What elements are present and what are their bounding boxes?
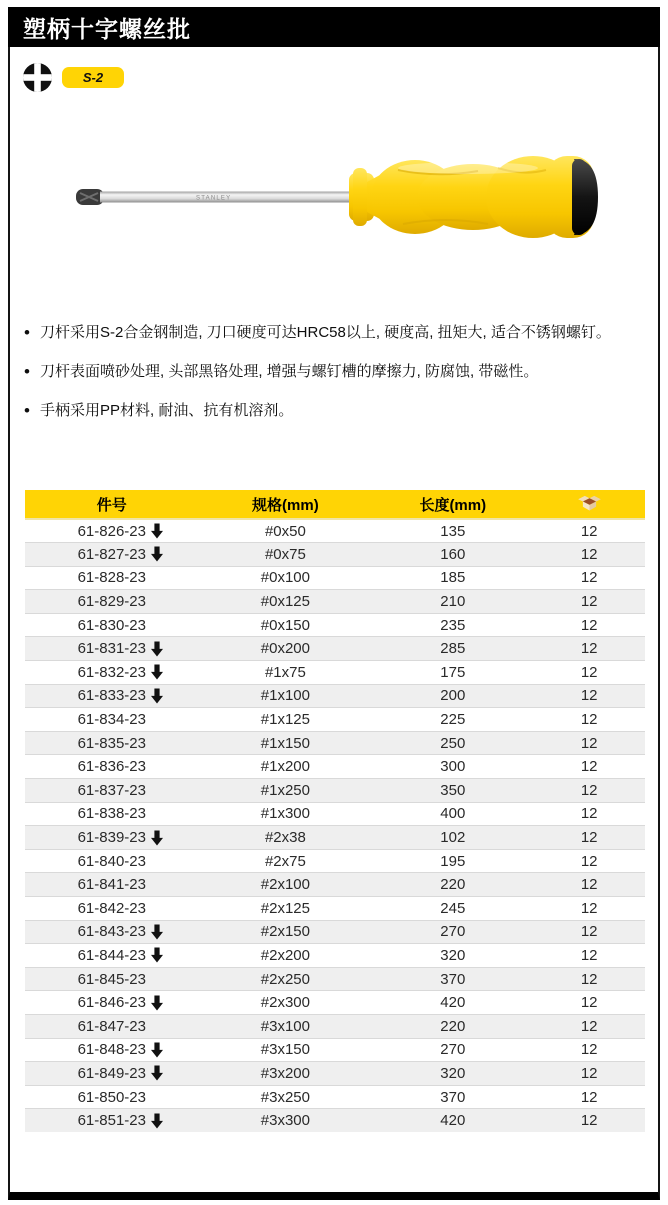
table-row [25, 897, 645, 921]
cell-part-number: 61-843-23 [25, 920, 199, 944]
cell-pack-qty: 12 [533, 613, 645, 637]
feature-item: • 刀杆采用S-2合金钢制造, 刀口硬度可达HRC58以上, 硬度高, 扭矩大, 适合不锈钢螺钉。 [23, 320, 655, 346]
table-row [25, 873, 645, 897]
cell-part-number: 61-835-23 [25, 731, 199, 755]
carton-icon [577, 494, 602, 515]
down-arrow-icon [151, 665, 163, 680]
cell-length: 235 [372, 613, 533, 637]
cell-length: 185 [372, 566, 533, 590]
cell-part-number: 61-845-23 [25, 967, 199, 991]
cell-spec: #0x75 [199, 543, 373, 567]
table-row [25, 1062, 645, 1086]
cell-length: 220 [372, 1014, 533, 1038]
table-row [25, 920, 645, 944]
col-spec: 规格(mm) [199, 490, 373, 519]
screwdriver-tip [76, 189, 104, 205]
cell-part-number: 61-827-23 [25, 543, 199, 567]
cell-pack-qty: 12 [533, 873, 645, 897]
cell-length: 245 [372, 897, 533, 921]
cell-spec: #3x200 [199, 1062, 373, 1086]
cell-pack-qty: 12 [533, 684, 645, 708]
down-arrow-icon [151, 948, 163, 963]
cell-length: 200 [372, 684, 533, 708]
col-length: 长度(mm) [372, 490, 533, 519]
down-arrow-icon [151, 547, 163, 562]
cell-part-number: 61-839-23 [25, 826, 199, 850]
cell-length: 420 [372, 1109, 533, 1133]
cell-pack-qty: 12 [533, 708, 645, 732]
cell-part-number: 61-849-23 [25, 1062, 199, 1086]
cell-part-number: 61-836-23 [25, 755, 199, 779]
steel-grade-label: S-2 [82, 70, 104, 85]
table-row [25, 708, 645, 732]
table-row [25, 613, 645, 637]
cell-spec: #0x200 [199, 637, 373, 661]
cell-pack-qty: 12 [580, 522, 598, 540]
cell-pack-qty: 12 [533, 543, 645, 567]
cell-pack-qty: 12 [533, 967, 645, 991]
table-row [25, 944, 645, 968]
cell-length: 320 [372, 1062, 533, 1086]
table-row [25, 1038, 645, 1062]
table-row [25, 661, 645, 685]
cell-pack-qty: 12 [533, 661, 645, 685]
cell-spec: #2x200 [199, 944, 373, 968]
catalog-frame [8, 7, 660, 1200]
cell-spec: #3x150 [199, 1038, 373, 1062]
cell-pack-qty: 12 [533, 590, 645, 614]
cell-pack-qty: 12 [533, 1038, 645, 1062]
cell-spec: #2x125 [199, 897, 373, 921]
cell-length: 420 [372, 991, 533, 1015]
cell-spec: #2x75 [199, 849, 373, 873]
table-row [25, 967, 645, 991]
cell-spec: #2x150 [199, 920, 373, 944]
spec-table-body [25, 519, 645, 1132]
cell-length: 370 [372, 1085, 533, 1109]
cell-length: 135 [440, 522, 466, 540]
cell-pack-qty: 12 [533, 779, 645, 803]
cell-spec: #1x100 [199, 684, 373, 708]
down-arrow-icon [151, 924, 163, 939]
cell-pack-qty: 12 [533, 731, 645, 755]
cell-part-number: 61-832-23 [25, 661, 199, 685]
table-row [25, 637, 645, 661]
product-image [68, 144, 613, 252]
down-arrow-icon [151, 995, 163, 1010]
cell-pack-qty: 12 [533, 897, 645, 921]
cell-spec: #2x250 [199, 967, 373, 991]
down-arrow-icon [151, 641, 163, 656]
cell-pack-qty: 12 [533, 991, 645, 1015]
cell-spec: #0x150 [199, 613, 373, 637]
cell-length: 175 [372, 661, 533, 685]
cell-pack-qty: 12 [533, 566, 645, 590]
cell-part-number: 61-844-23 [25, 944, 199, 968]
cell-pack-qty: 12 [533, 920, 645, 944]
cell-length: 195 [372, 849, 533, 873]
cell-part-number: 61-829-23 [25, 590, 199, 614]
cell-part-number: 61-846-23 [25, 991, 199, 1015]
feature-item: • 手柄采用PP材料, 耐油、抗有机溶剂。 [23, 398, 655, 424]
cell-spec: #3x300 [199, 1109, 373, 1133]
phillips-head-icon [22, 62, 53, 93]
table-row [25, 991, 645, 1015]
table-row [25, 826, 645, 850]
table-row [25, 543, 645, 567]
table-header-row [25, 490, 645, 519]
table-row [25, 1085, 645, 1109]
cell-part-number: 61-851-23 [25, 1109, 199, 1133]
cell-part-number: 61-847-23 [25, 1014, 199, 1038]
table-row [25, 684, 645, 708]
cell-pack-qty: 12 [533, 1109, 645, 1133]
cell-length: 370 [372, 967, 533, 991]
cell-length: 210 [372, 590, 533, 614]
cell-pack-qty: 12 [533, 1085, 645, 1109]
cell-length: 225 [372, 708, 533, 732]
cell-part-number: 61-842-23 [25, 897, 199, 921]
cell-part-number: 61-850-23 [25, 1085, 199, 1109]
cell-spec: #1x200 [199, 755, 373, 779]
cell-length: 400 [372, 802, 533, 826]
cell-length: 270 [372, 1038, 533, 1062]
cell-spec: #3x250 [199, 1085, 373, 1109]
table-row [25, 802, 645, 826]
cell-spec: #2x100 [199, 873, 373, 897]
down-arrow-icon [151, 1042, 163, 1057]
steel-grade-badge [62, 67, 124, 88]
down-arrow-icon [151, 1113, 163, 1128]
cell-spec: #2x38 [199, 826, 373, 850]
cell-part-number: 61-838-23 [25, 802, 199, 826]
cell-pack-qty: 12 [533, 637, 645, 661]
down-arrow-icon [151, 830, 163, 845]
cell-pack-qty: 12 [533, 802, 645, 826]
spec-table [25, 490, 645, 1132]
cell-length: 285 [372, 637, 533, 661]
cell-part-number: 61-830-23 [25, 613, 199, 637]
cell-part-number: 61-833-23 [25, 684, 199, 708]
cell-part-number: 61-837-23 [25, 779, 199, 803]
cell-spec: #1x300 [199, 802, 373, 826]
cell-spec: #0x50 [264, 522, 306, 540]
cell-spec: #1x75 [199, 661, 373, 685]
col-part-number: 件号 [25, 490, 199, 519]
shaft-brand-text: STANLEY [196, 195, 232, 202]
table-row [25, 755, 645, 779]
down-arrow-icon [151, 1066, 163, 1081]
cell-part-number: 61-841-23 [25, 873, 199, 897]
cell-pack-qty: 12 [533, 1014, 645, 1038]
cell-length: 160 [372, 543, 533, 567]
page-title: 塑柄十字螺丝批 [23, 15, 191, 42]
cell-spec: #2x300 [199, 991, 373, 1015]
badge-row [22, 62, 124, 93]
cell-part-number: 61-826-23 [25, 519, 199, 543]
cell-part-number: 61-848-23 [25, 1038, 199, 1062]
table-row [25, 1109, 645, 1133]
cell-part-number: 61-840-23 [25, 849, 199, 873]
cell-part-number: 61-831-23 [25, 637, 199, 661]
down-arrow-icon [151, 688, 163, 703]
cell-spec: #3x100 [199, 1014, 373, 1038]
col-pack-qty [533, 490, 645, 519]
cell-spec: #0x100 [199, 566, 373, 590]
table-row [25, 519, 645, 543]
cell-length: 300 [372, 755, 533, 779]
cell-length: 220 [372, 873, 533, 897]
table-row [25, 1014, 645, 1038]
table-row [25, 779, 645, 803]
cell-length: 320 [372, 944, 533, 968]
cell-length: 250 [372, 731, 533, 755]
cell-pack-qty: 12 [533, 826, 645, 850]
cell-spec: #1x125 [199, 708, 373, 732]
cell-pack-qty: 12 [533, 944, 645, 968]
cell-pack-qty: 12 [533, 755, 645, 779]
cell-spec: #0x125 [199, 590, 373, 614]
table-row [25, 849, 645, 873]
table-row [25, 731, 645, 755]
feature-list [23, 320, 655, 437]
cell-pack-qty: 12 [533, 849, 645, 873]
cell-length: 102 [372, 826, 533, 850]
cell-part-number: 61-834-23 [25, 708, 199, 732]
table-row [25, 566, 645, 590]
feature-item: • 刀杆表面喷砂处理, 头部黑铬处理, 增强与螺钉槽的摩擦力, 防腐蚀, 带磁性。 [23, 359, 655, 385]
table-row [25, 590, 645, 614]
content [10, 47, 658, 1192]
cell-length: 270 [372, 920, 533, 944]
cell-length: 350 [372, 779, 533, 803]
cell-pack-qty: 12 [533, 1062, 645, 1086]
cell-part-number: 61-828-23 [25, 566, 199, 590]
cell-spec: #1x250 [199, 779, 373, 803]
page-header [8, 7, 660, 47]
cell-spec: #1x150 [199, 731, 373, 755]
down-arrow-icon [151, 524, 163, 539]
